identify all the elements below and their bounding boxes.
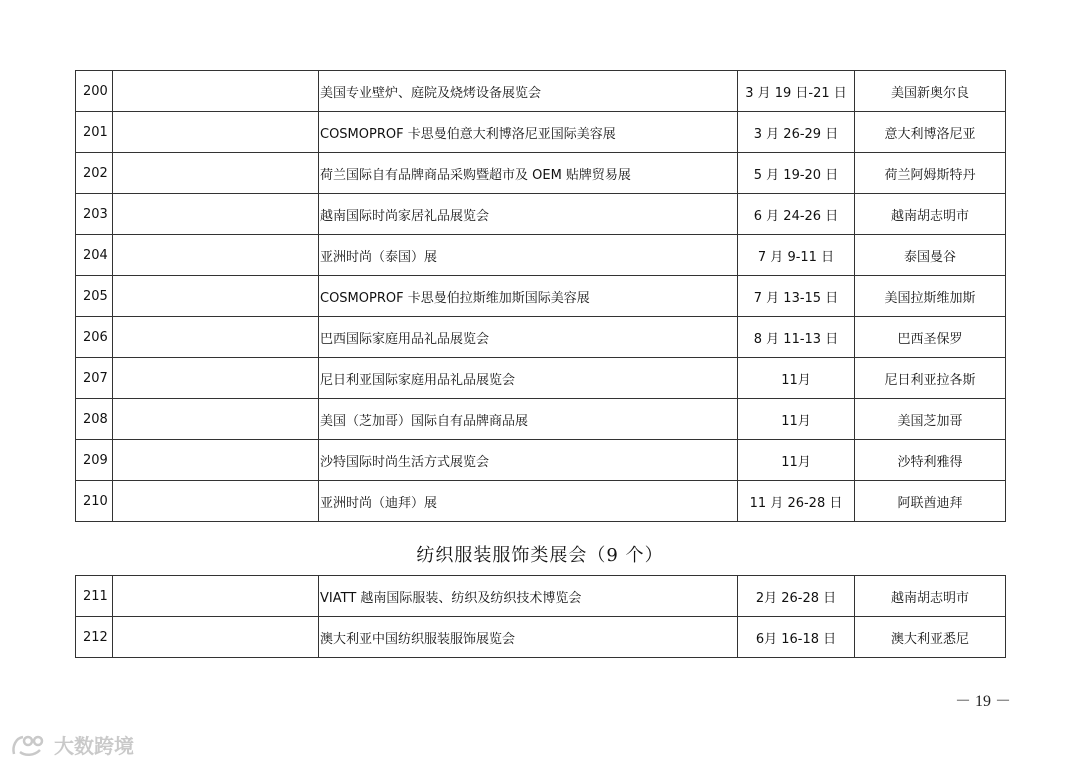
table-row [76, 71, 1006, 112]
row-number-cell: 209 [76, 440, 113, 481]
exhibition-name-cell: 巴西国际家庭用品礼品展览会 [319, 317, 738, 358]
exhibition-name-cell: 荷兰国际自有品牌商品采购暨超市及 OEM 贴牌贸易展 [319, 153, 738, 194]
exhibition-name-cell: 越南国际时尚家居礼品展览会 [319, 194, 738, 235]
blank-cell [113, 71, 319, 112]
exhibition-name-cell: 沙特国际时尚生活方式展览会 [319, 440, 738, 481]
table-row [76, 617, 1006, 658]
brand-logo-icon [10, 732, 50, 758]
exhibition-date-cell: 6 月 24-26 日 [738, 194, 855, 235]
exhibition-name-cell: 亚洲时尚（迪拜）展 [319, 481, 738, 522]
row-number-cell: 200 [76, 71, 113, 112]
table-row [76, 399, 1006, 440]
exhibition-city-cell: 尼日利亚拉各斯 [855, 358, 1006, 399]
exhibition-name-cell: 尼日利亚国际家庭用品礼品展览会 [319, 358, 738, 399]
row-number-cell: 206 [76, 317, 113, 358]
blank-cell [113, 317, 319, 358]
row-number-cell: 212 [76, 617, 113, 658]
row-number-cell: 202 [76, 153, 113, 194]
exhibition-date-cell: 5 月 19-20 日 [738, 153, 855, 194]
table-row [76, 440, 1006, 481]
exhibition-city-cell: 阿联酋迪拜 [855, 481, 1006, 522]
exhibition-date-cell: 8 月 11-13 日 [738, 317, 855, 358]
exhibition-city-cell: 沙特利雅得 [855, 440, 1006, 481]
exhibition-table-body [76, 576, 1006, 658]
exhibition-date-cell: 6月 16-18 日 [738, 617, 855, 658]
row-number-cell: 204 [76, 235, 113, 276]
table-row [76, 276, 1006, 317]
row-number-cell: 207 [76, 358, 113, 399]
exhibition-name-cell: COSMOPROF 卡思曼伯拉斯维加斯国际美容展 [319, 276, 738, 317]
exhibition-table [75, 575, 1006, 658]
row-number-cell: 208 [76, 399, 113, 440]
exhibition-city-cell: 美国拉斯维加斯 [855, 276, 1006, 317]
exhibition-name-cell: 美国专业壁炉、庭院及烧烤设备展览会 [319, 71, 738, 112]
exhibition-name-cell: COSMOPROF 卡思曼伯意大利博洛尼亚国际美容展 [319, 112, 738, 153]
blank-cell [113, 399, 319, 440]
watermark-text: 大数跨境 [54, 734, 134, 758]
table-row [76, 576, 1006, 617]
exhibition-date-cell: 3 月 26-29 日 [738, 112, 855, 153]
blank-cell [113, 235, 319, 276]
blank-cell [113, 576, 319, 617]
exhibition-city-cell: 意大利博洛尼亚 [855, 112, 1006, 153]
exhibition-date-cell: 11月 [738, 440, 855, 481]
exhibition-table-body [76, 71, 1006, 522]
blank-cell [113, 112, 319, 153]
exhibition-date-cell: 7 月 13-15 日 [738, 276, 855, 317]
exhibition-city-cell: 美国芝加哥 [855, 399, 1006, 440]
row-number-cell: 205 [76, 276, 113, 317]
exhibition-city-cell: 越南胡志明市 [855, 194, 1006, 235]
exhibition-name-cell: 澳大利亚中国纺织服装服饰展览会 [319, 617, 738, 658]
blank-cell [113, 194, 319, 235]
row-number-cell: 211 [76, 576, 113, 617]
section-heading: 纺织服装服饰类展会（9 个） [416, 545, 664, 566]
row-number-cell: 210 [76, 481, 113, 522]
exhibition-name-cell: 美国（芝加哥）国际自有品牌商品展 [319, 399, 738, 440]
exhibition-date-cell: 11月 [738, 358, 855, 399]
exhibition-date-cell: 2月 26-28 日 [738, 576, 855, 617]
exhibition-date-cell: 3 月 19 日-21 日 [738, 71, 855, 112]
page-number: － 19 － [955, 693, 1012, 710]
blank-cell [113, 358, 319, 399]
exhibition-date-cell: 11 月 26-28 日 [738, 481, 855, 522]
watermark [10, 730, 134, 759]
table-row [76, 112, 1006, 153]
table-row [76, 317, 1006, 358]
exhibition-date-cell: 7 月 9-11 日 [738, 235, 855, 276]
blank-cell [113, 617, 319, 658]
exhibition-city-cell: 巴西圣保罗 [855, 317, 1006, 358]
exhibition-city-cell: 澳大利亚悉尼 [855, 617, 1006, 658]
table-row [76, 194, 1006, 235]
row-number-cell: 203 [76, 194, 113, 235]
blank-cell [113, 276, 319, 317]
blank-cell [113, 481, 319, 522]
table-row [76, 235, 1006, 276]
blank-cell [113, 153, 319, 194]
exhibition-city-cell: 荷兰阿姆斯特丹 [855, 153, 1006, 194]
exhibition-table [75, 70, 1006, 522]
table-row [76, 358, 1006, 399]
exhibition-name-cell: VIATT 越南国际服装、纺织及纺织技术博览会 [319, 576, 738, 617]
row-number-cell: 201 [76, 112, 113, 153]
table-row [76, 481, 1006, 522]
exhibition-city-cell: 泰国曼谷 [855, 235, 1006, 276]
exhibition-city-cell: 越南胡志明市 [855, 576, 1006, 617]
table-row [76, 153, 1006, 194]
blank-cell [113, 440, 319, 481]
exhibition-city-cell: 美国新奥尔良 [855, 71, 1006, 112]
exhibition-date-cell: 11月 [738, 399, 855, 440]
exhibition-name-cell: 亚洲时尚（泰国）展 [319, 235, 738, 276]
